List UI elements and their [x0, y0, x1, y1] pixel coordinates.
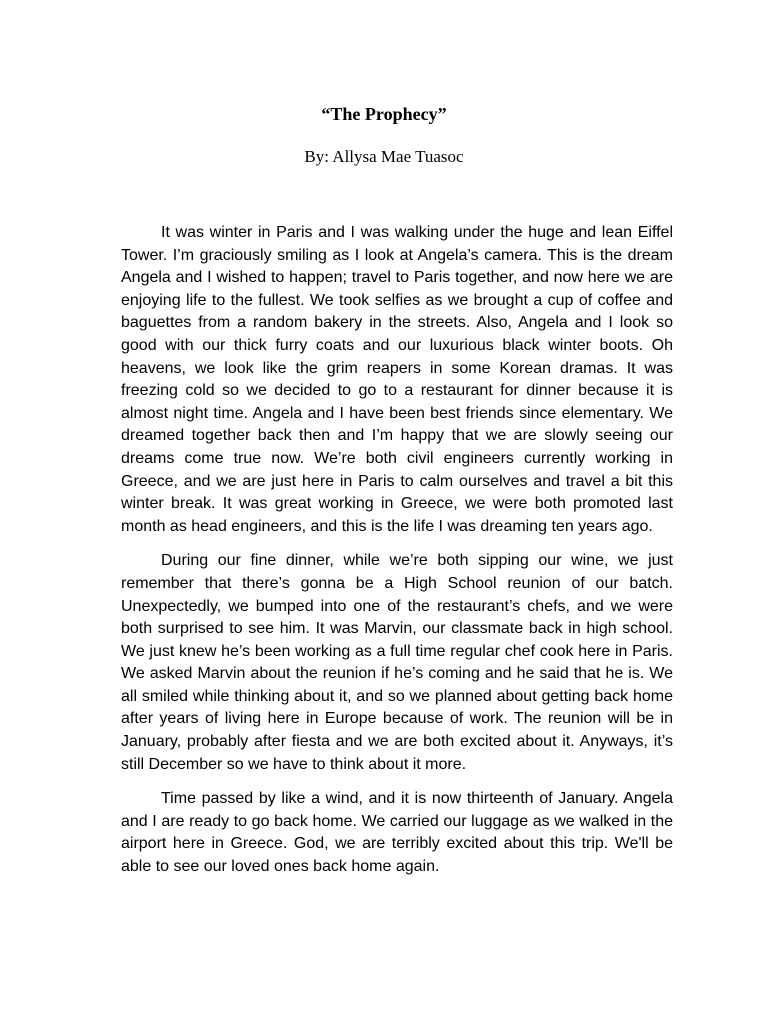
author-byline: By: Allysa Mae Tuasoc	[304, 147, 464, 166]
story-body	[121, 222, 673, 891]
document-title: “The Prophecy”	[321, 104, 447, 124]
paragraph-2: During our fine dinner, while we’re both sipping our wine, we just remember that there’s gonna be a High School reunion of our batch. Unexpectedly, we bumped into one of the restaurant’s chefs, and we were both surprised to see him. It was Marvin, our classmate back in high school. We just knew he’s been working as a full time regular chef cook here in Paris. We asked Marvin about the reunion if he’s coming and he said that he is. We all smiled while thinking about it, and so we planned about getting back home after years of living here in Europe because of work. The reunion will be in January, probably after fiesta and we are both excited about it. Anyways, it’s still December so we have to think about it more.	[121, 552, 673, 773]
paragraph-3: Time passed by like a wind, and it is now thirteenth of January. Angela and I are ready to go back home. We carried our luggage as we walked in the airport here in Greece. God, we are terribly excited about this trip. We'll be able to see our loved ones back home again.	[121, 790, 673, 876]
paragraph-1: It was winter in Paris and I was walking under the huge and lean Eiffel Tower. I’m graciously smiling as I look at Angela’s camera. This is the dream Angela and I wished to happen; travel to Paris together, and now here we are enjoying life to the fullest. We took selfies as we brought a cup of coffee and baguettes from a random bakery in the streets. Also, Angela and I look so good with our thick furry coats and our luxurious black winter boots. Oh heavens, we look like the grim reapers in some Korean dramas. It was freezing cold so we decided to go to a restaurant for dinner because it is almost night time. Angela and I have been best friends since elementary. We dreamed together back then and I’m happy that we are slowly seeing our dreams come true now. We’re both civil engineers currently working in Greece, and we are just here in Paris to calm ourselves and travel a bit this winter break. It was great working in Greece, we were both promoted last month as head engineers, and this is the life I was dreaming ten years ago.	[121, 224, 673, 535]
